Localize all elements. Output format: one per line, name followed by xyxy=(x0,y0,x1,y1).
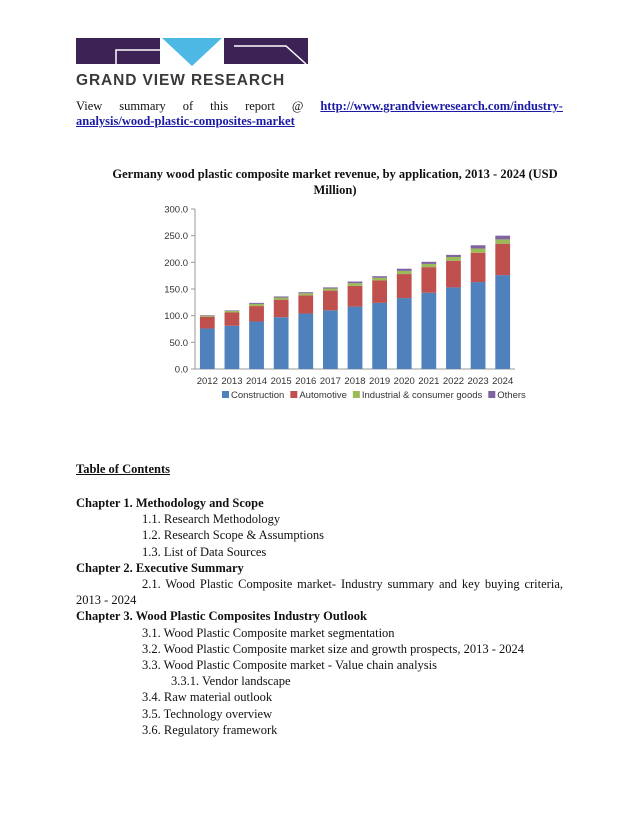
toc-chapter: Chapter 3. Wood Plastic Composites Industry Outlook xyxy=(76,609,367,624)
bar-segment xyxy=(471,245,486,248)
bar-segment xyxy=(348,282,363,284)
table-of-contents xyxy=(76,495,563,738)
x-tick-label: 2018 xyxy=(344,376,366,387)
toc-item: 3.5. Technology overview xyxy=(142,706,273,721)
y-tick-label: 100.0 xyxy=(164,311,188,323)
bar-segment xyxy=(200,315,215,316)
report-summary xyxy=(76,99,563,129)
toc-title: Table of Contents xyxy=(76,462,170,476)
x-tick-label: 2012 xyxy=(196,376,218,387)
x-tick-label: 2022 xyxy=(442,376,465,387)
bar-segment xyxy=(495,275,510,369)
legend-label: Construction xyxy=(231,390,285,401)
summary-word: @ xyxy=(291,99,304,113)
y-tick-label: 200.0 xyxy=(164,257,188,269)
bar-segment xyxy=(446,257,461,261)
bar-segment xyxy=(471,282,486,369)
x-tick-label: 2020 xyxy=(393,376,415,387)
toc-item: 3.3.1. Vendor landscape xyxy=(171,674,291,689)
report-link-part2[interactable]: analysis/wood-plastic-composites-market xyxy=(76,114,295,128)
chart-title-line1: Germany wood plastic composite market revenue, by application, 2013 - 2024 (USD xyxy=(112,167,558,181)
y-tick-label: 50.0 xyxy=(169,337,188,349)
bar-segment xyxy=(372,303,387,369)
bar-segment xyxy=(298,295,313,313)
x-tick-label: 2013 xyxy=(221,376,243,387)
bar-segment xyxy=(372,276,387,278)
toc-item: 1.1. Research Methodology xyxy=(142,512,281,527)
bar-segment xyxy=(200,317,215,329)
x-tick-label: 2021 xyxy=(418,376,440,387)
x-tick-label: 2015 xyxy=(270,376,292,387)
bar-segment xyxy=(200,328,215,369)
bar-segment xyxy=(471,248,486,252)
summary-word: this xyxy=(210,99,229,113)
y-tick-label: 250.0 xyxy=(164,231,188,243)
bar-segment xyxy=(471,253,486,282)
bar-segment xyxy=(274,317,289,369)
toc-item: 3.4. Raw material outlook xyxy=(142,690,273,705)
bar-segment xyxy=(200,316,215,317)
toc-item: 3.1. Wood Plastic Composite market segmentation xyxy=(142,625,395,640)
toc-chapter: Chapter 2. Executive Summary xyxy=(76,560,244,575)
logo-block-right xyxy=(224,38,308,64)
bar-segment xyxy=(397,269,412,271)
bar-segment xyxy=(323,310,338,369)
toc-item: 1.3. List of Data Sources xyxy=(142,544,267,559)
bar-segment xyxy=(323,291,338,311)
x-tick-label: 2017 xyxy=(319,376,341,387)
bar-segment xyxy=(421,262,436,264)
bar-segment xyxy=(348,286,363,307)
legend-label: Industrial & consumer goods xyxy=(361,390,483,401)
summary-word: View xyxy=(76,99,103,113)
bar-segment xyxy=(397,274,412,298)
toc-item: 3.6. Regulatory framework xyxy=(142,722,278,737)
x-tick-label: 2024 xyxy=(492,376,514,387)
logo-triangle xyxy=(162,38,222,66)
bar-segment xyxy=(495,239,510,243)
bar-segment xyxy=(421,267,436,293)
x-tick-label: 2023 xyxy=(467,376,489,387)
bar-segment xyxy=(298,292,313,293)
legend-swatch xyxy=(222,391,229,398)
bar-segment xyxy=(372,280,387,302)
bar-segment xyxy=(397,298,412,369)
chart-title xyxy=(100,166,570,198)
toc-item: 2013 - 2024 xyxy=(76,593,137,608)
bar-segment xyxy=(397,271,412,274)
bar-segment xyxy=(323,287,338,288)
summary-word: report xyxy=(245,99,275,113)
toc-chapter: Chapter 1. Methodology and Scope xyxy=(76,496,264,510)
bar-segment xyxy=(372,278,387,281)
bar-segment xyxy=(274,298,289,300)
report-link-part1[interactable]: http://www.grandviewresearch.com/industry- xyxy=(320,99,563,113)
toc-item: 2.1. Wood Plastic Composite market- Industry summary and key buying criteria, xyxy=(142,577,563,592)
legend-label: Automotive xyxy=(299,390,347,401)
bar-segment xyxy=(348,307,363,369)
bar-segment xyxy=(225,312,240,325)
legend-label: Others xyxy=(497,390,526,401)
toc-item: 3.3. Wood Plastic Composite market - Value chain analysis xyxy=(142,658,438,673)
bar-segment xyxy=(446,287,461,369)
x-tick-label: 2016 xyxy=(295,376,317,387)
legend-swatch xyxy=(290,391,297,398)
bar-segment xyxy=(495,236,510,240)
bar-segment xyxy=(323,288,338,290)
bar-segment xyxy=(274,300,289,318)
bar-segment xyxy=(298,314,313,369)
chart-title-line2: Million) xyxy=(313,183,357,197)
summary-word: of xyxy=(182,99,194,113)
bar-segment xyxy=(274,296,289,297)
bar-segment xyxy=(249,322,264,369)
bar-segment xyxy=(225,311,240,313)
stacked-bar-chart xyxy=(150,197,530,412)
y-tick-label: 300.0 xyxy=(164,204,188,216)
bar-segment xyxy=(225,326,240,369)
toc-item: 1.2. Research Scope & Assumptions xyxy=(142,528,324,543)
bar-segment xyxy=(495,244,510,275)
toc-item: 3.2. Wood Plastic Composite market size and growth prospects, 2013 - 2024 xyxy=(142,641,525,656)
bar-segment xyxy=(421,293,436,369)
bar-segment xyxy=(249,303,264,304)
bar-segment xyxy=(421,264,436,267)
bar-segment xyxy=(298,293,313,295)
bar-segment xyxy=(348,283,363,286)
y-tick-label: 150.0 xyxy=(164,284,188,296)
legend-swatch xyxy=(353,391,360,398)
bar-segment xyxy=(446,261,461,288)
bar-segment xyxy=(249,306,264,321)
legend-swatch xyxy=(488,391,495,398)
bar-segment xyxy=(249,304,264,306)
logo-block-left xyxy=(76,38,160,64)
bar-segment xyxy=(446,255,461,257)
summary-word: summary xyxy=(119,99,166,113)
bar-segment xyxy=(225,310,240,311)
y-tick-label: 0.0 xyxy=(174,364,188,376)
x-tick-label: 2014 xyxy=(245,376,268,387)
x-tick-label: 2019 xyxy=(369,376,391,387)
brand-name: GRAND VIEW RESEARCH xyxy=(76,72,286,89)
